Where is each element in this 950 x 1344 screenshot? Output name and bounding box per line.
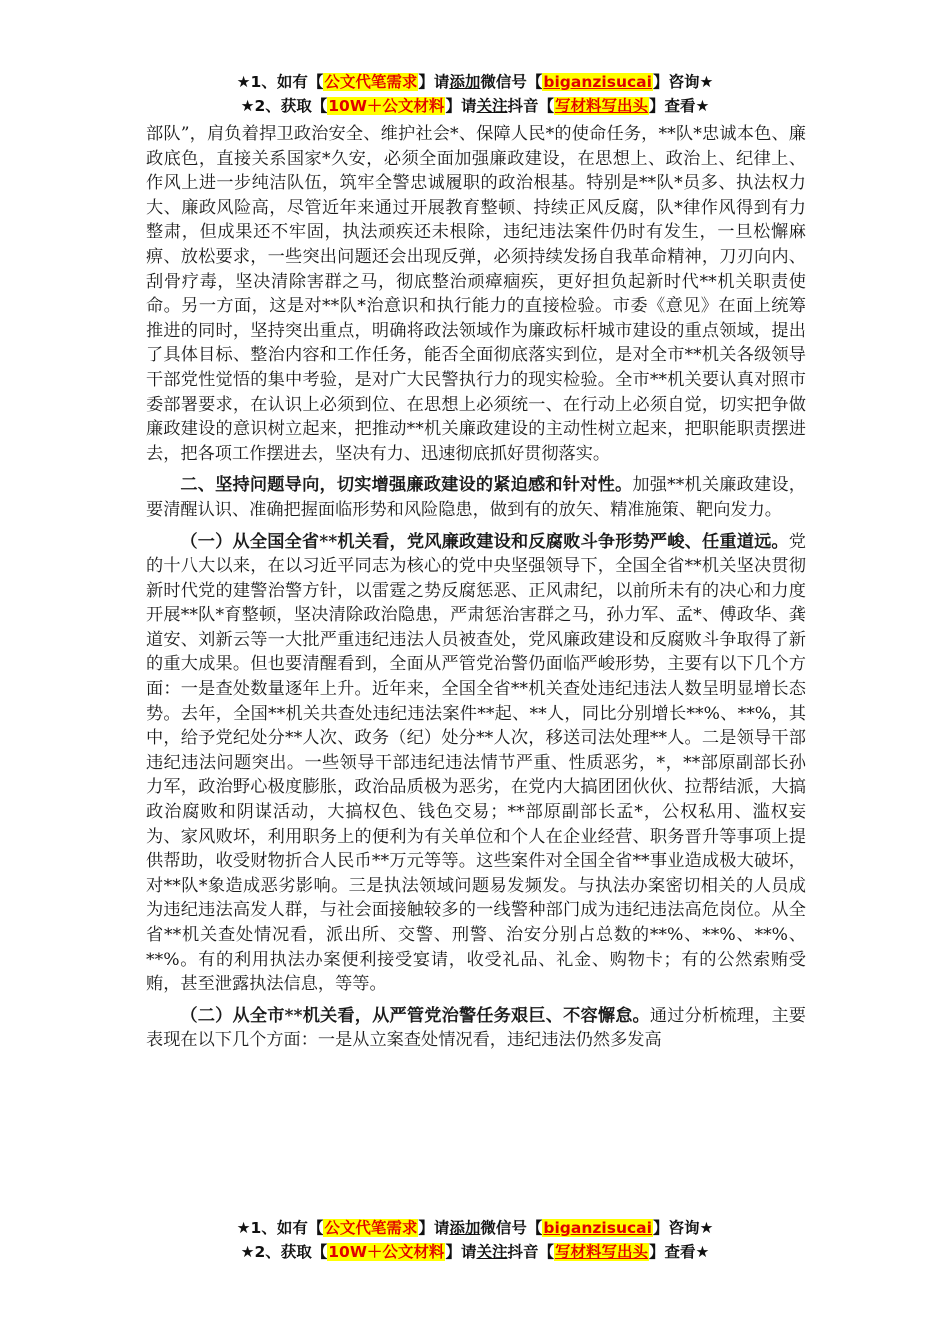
banner-underline: 关注 xyxy=(476,97,508,115)
banner-text: ★1、如有【 xyxy=(236,1219,324,1237)
banner-text: ★1、如有【 xyxy=(236,73,324,91)
section-heading-2: 二、坚持问题导向，切实增强廉政建设的紧迫感和针对性。 xyxy=(180,475,633,496)
banner-highlight: 公文代笔需求 xyxy=(324,73,418,91)
banner-line-2 xyxy=(0,1240,950,1264)
banner-highlight: biganzisucai xyxy=(543,1219,652,1237)
paragraph-3 xyxy=(146,530,806,997)
banner-underline: 关注 xyxy=(476,1243,508,1261)
paragraph-text: 通过分析梳理，主要表现在以下几个方面：一是从立案查处情况看，违纪违法仍然多发高 xyxy=(146,1005,806,1051)
banner-line-1 xyxy=(0,70,950,94)
banner-underline: 添加 xyxy=(449,73,481,91)
banner-highlight: 10W＋公文材料 xyxy=(328,97,445,115)
banner-text: 抖音【 xyxy=(507,1243,554,1261)
paragraph-4 xyxy=(146,1004,806,1053)
banner-text: 】请 xyxy=(418,73,450,91)
banner-text: 微信号【 xyxy=(480,1219,543,1237)
header-banner xyxy=(0,70,950,118)
banner-text: 】请 xyxy=(445,97,477,115)
banner-highlight: 10W＋公文材料 xyxy=(328,1243,445,1261)
paragraph-2 xyxy=(146,473,806,522)
footer-banner xyxy=(0,1216,950,1264)
subsection-heading-1: （一）从全国全省**机关看，党风廉政建设和反腐败斗争形势严峻、任重道远。 xyxy=(180,531,789,552)
banner-text: 】请 xyxy=(445,1243,477,1261)
banner-text: 】咨询★ xyxy=(652,73,714,91)
paragraph-text: 加强**机关廉政建设，要清醒认识、准确把握面临形势和风险隐患，做到有的放矢、精准施策、靶向发力。 xyxy=(146,475,806,520)
paragraph-text: 党的十八大以来，在以习近平同志为核心的党中央坚强领导下，全国全省**机关坚决贯彻新时代党的建警治警方针，以雷霆之势反腐惩恶、正风肃纪，以前所未有的决心和力度开展**队*育整顿，坚决清除政治隐患，严肃惩治害群之马，孙力军、孟*、傅政华、龚道安、刘新云等一大批严重违纪违法人员被查处，党风廉政建设和反腐败斗争取得了新的重大成果。但也要清醒看到，全面从严管党治警仍面临严峻形势，主要有以下几个方面：一是查处数量逐年上升。近年来，全国全省**机关查处违纪违法人数呈明显增长态势。去年，全国**机关共查处违纪违法案件**起、**人，同比分别增长**%、**%，其中，给予党纪处分**人次、政务（纪）处分**人次，移送司法处理**人。二是领导干部违纪违法问题突出。一些领导干部违纪违法情节严重、性质恶劣，*，**部原副部长孙力军，政治野心极度膨胀，政治品质极为恶劣，在党内大搞团团伙伙、拉帮结派，大搞政治腐败和阴谋活动，大搞权色、钱色交易；**部原副部长孟*，公权私用、滥权妄为、家风败坏，利用职务上的便利为有关单位和个人在企业经营、职务晋升等事项上提供帮助，收受财物折合人民币**万元等等。这些案件对全国全省**事业造成极大破坏，对**队*象造成恶劣影响。三是执法领域问题易发频发。与执法办案密切相关的人员成为违纪违法高发人群，与社会面接触较多的一线警种部门成为违纪违法高危岗位。从全省**机关查处情况看，派出所、交警、刑警、治安分别占总数的**%、**%、**%、**%。有的利用执法办案便利接受宴请，收受礼品、礼金、购物卡；有的公然索贿受贿，甚至泄露执法信息，等等。 xyxy=(146,531,806,995)
banner-text: 】查看★ xyxy=(649,1243,710,1261)
paragraph-1: 部队”，肩负着捍卫政治安全、维护社会*、保障人民*的使命任务，**队*忠诚本色、廉政底色，直接关系国家*久安，必须全面加强廉政建设，在思想上、政治上、纪律上、作风上进一步纯洁队伍，筑牢全警忠诚履职的政治根基。特别是**队*员多、执法权力大、廉政风险高，尽管近年来通过开展教育整顿、持续正风反腐，队*律作风得到有力整肃，但成果还不牢固，执法顽疾还未根除，违纪违法案件仍时有发生，一旦松懈麻痹、放松要求，一些突出问题还会出现反弹，必须持续发扬自我革命精神，刀刃向内、刮骨疗毒，坚决清除害群之马，彻底整治顽瘴痼疾，更好担负起新时代**机关职责使命。另一方面，这是对**队*治意识和执行能力的直接检验。市委《意见》在面上统筹推进的同时，坚持突出重点，明确将政法领域作为廉政标杆城市建设的重点领域，提出了具体目标、整治内容和工作任务，能否全面彻底落实到位，是对全市**机关各级领导干部党性觉悟的集中考验，是对广大民警执行力的现实检验。全市**机关要认真对照市委部署要求，在认识上必须到位、在思想上必须统一、在行动上必须自觉，切实把争做廉政建设的意识树立起来，把推动**机关廉政建设的主动性树立起来，把职能职责摆进去，把各项工作摆进去，坚决有力、迅速彻底抓好贯彻落实。 xyxy=(146,124,806,464)
banner-underline: 添加 xyxy=(449,1219,481,1237)
banner-text: ★2、获取【 xyxy=(240,97,328,115)
banner-text: 】查看★ xyxy=(649,97,710,115)
banner-text: 】请 xyxy=(418,1219,450,1237)
banner-highlight: 写材料写出头 xyxy=(554,97,648,115)
banner-text: 微信号【 xyxy=(480,73,543,91)
banner-line-2 xyxy=(0,94,950,118)
banner-line-1 xyxy=(0,1216,950,1240)
subsection-heading-2: （二）从全市**机关看，从严管党治警任务艰巨、不容懈怠。 xyxy=(180,1005,650,1026)
banner-highlight: biganzisucai xyxy=(543,73,652,91)
banner-text: 抖音【 xyxy=(507,97,554,115)
banner-highlight: 公文代笔需求 xyxy=(324,1219,418,1237)
banner-highlight: 写材料写出头 xyxy=(554,1243,648,1261)
document-body xyxy=(146,122,806,1060)
banner-text: ★2、获取【 xyxy=(240,1243,328,1261)
banner-text: 】咨询★ xyxy=(652,1219,714,1237)
